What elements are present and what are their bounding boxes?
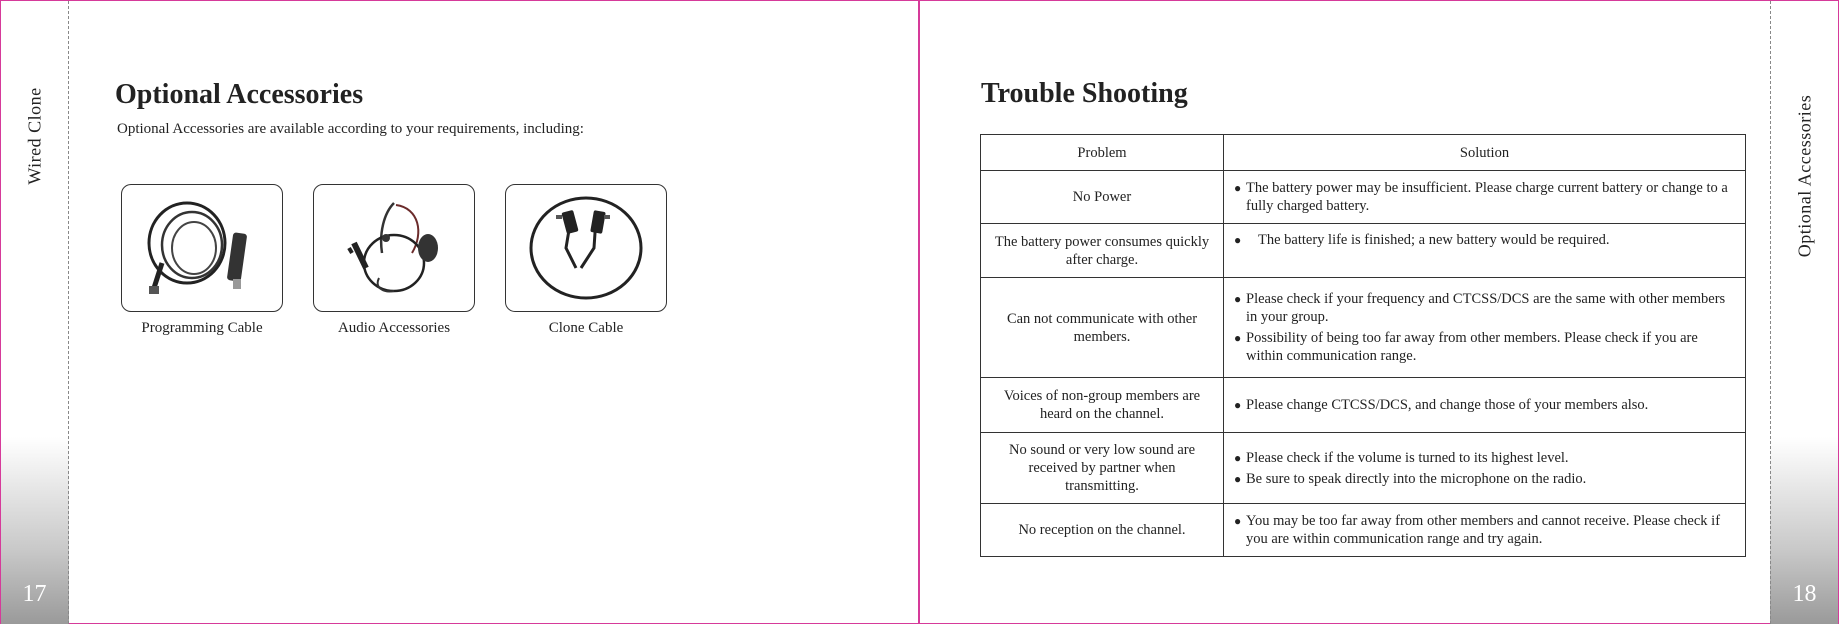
solution-text: Possibility of being too far away from other members. Please check if you are within communication range. — [1246, 330, 1698, 364]
page-title: Optional Accessories — [115, 79, 364, 110]
problem-cell: Voices of non-group members are heard on the channel. — [981, 378, 1224, 433]
accessory-caption: Programming Cable — [141, 320, 263, 336]
solution-cell — [1224, 378, 1746, 433]
accessory-image-frame — [505, 184, 667, 312]
problem-cell: No sound or very low sound are received by partner when transmitting. — [981, 433, 1224, 504]
solution-text: The battery life is finished; a new battery would be required. — [1258, 232, 1610, 248]
troubleshooting-table — [980, 134, 1746, 557]
side-tab — [1770, 1, 1838, 624]
accessory-item — [505, 184, 667, 337]
table-row — [981, 378, 1746, 433]
problem-cell: The battery power consumes quickly after charge. — [981, 224, 1224, 278]
accessory-caption: Audio Accessories — [337, 320, 451, 336]
page-number: 18 — [1792, 581, 1817, 607]
solution-cell — [1224, 171, 1746, 224]
side-tab-label: Optional Accessories — [1794, 94, 1814, 258]
bullet-icon: ● — [1234, 514, 1242, 528]
accessory-image-frame — [313, 184, 475, 312]
solution-item — [1234, 470, 1735, 488]
programming-cable-icon — [132, 193, 272, 303]
solution-text: Be sure to speak directly into the microphone on the radio. — [1246, 470, 1587, 487]
solution-item — [1234, 396, 1735, 414]
table-row — [981, 278, 1746, 378]
problem-cell: Can not communicate with other members. — [981, 278, 1224, 378]
table-header-row — [981, 135, 1746, 171]
bullet-icon: ● — [1234, 331, 1242, 345]
solution-text: The battery power may be insufficient. Please charge current battery or change to a fully charged battery. — [1246, 180, 1728, 214]
earpiece-headset-icon — [324, 193, 464, 303]
table-row — [981, 224, 1746, 278]
bullet-icon: ● — [1234, 450, 1242, 465]
column-header-solution: Solution — [1224, 135, 1746, 171]
solution-cell — [1224, 433, 1746, 504]
bullet-icon: ● — [1234, 292, 1242, 306]
solution-item — [1234, 179, 1735, 215]
accessory-caption: Clone Cable — [548, 320, 624, 336]
problem-cell: No reception on the channel. — [981, 504, 1224, 557]
clone-cable-icon — [516, 193, 656, 303]
solution-cell — [1224, 504, 1746, 557]
solution-text: Please check if your frequency and CTCSS/DCS are the same with other members in your group. — [1246, 291, 1726, 325]
accessory-image-frame — [121, 184, 283, 312]
solution-item — [1234, 329, 1735, 365]
table-row — [981, 504, 1746, 557]
solution-text: You may be too far away from other members and cannot receive. Please check if you are within communication range and try again. — [1246, 513, 1721, 547]
column-header-problem: Problem — [981, 135, 1224, 171]
side-tab — [1, 1, 69, 624]
bullet-icon: ● — [1234, 398, 1242, 412]
problem-cell: No Power — [981, 171, 1224, 224]
solution-cell — [1224, 278, 1746, 378]
bullet-icon: ● — [1234, 471, 1242, 486]
solution-item — [1234, 449, 1735, 467]
solution-item — [1234, 231, 1735, 249]
solution-item — [1234, 512, 1735, 548]
accessory-item — [121, 184, 283, 337]
intro-text: Optional Accessories are available according to your requirements, including: — [117, 121, 584, 137]
solution-cell — [1224, 224, 1746, 278]
solution-item — [1234, 290, 1735, 326]
page-title: Trouble Shooting — [981, 78, 1188, 109]
bullet-icon: ● — [1234, 181, 1242, 195]
table-row — [981, 433, 1746, 504]
page-number: 17 — [22, 581, 47, 607]
solution-text: Please change CTCSS/DCS, and change those of your members also. — [1246, 397, 1649, 413]
page-17 — [0, 0, 919, 624]
bullet-icon: ● — [1234, 233, 1242, 247]
side-tab-label: Wired Clone — [24, 87, 44, 185]
table-row — [981, 171, 1746, 224]
accessory-item — [313, 184, 475, 337]
solution-text: Please check if the volume is turned to its highest level. — [1246, 449, 1569, 466]
